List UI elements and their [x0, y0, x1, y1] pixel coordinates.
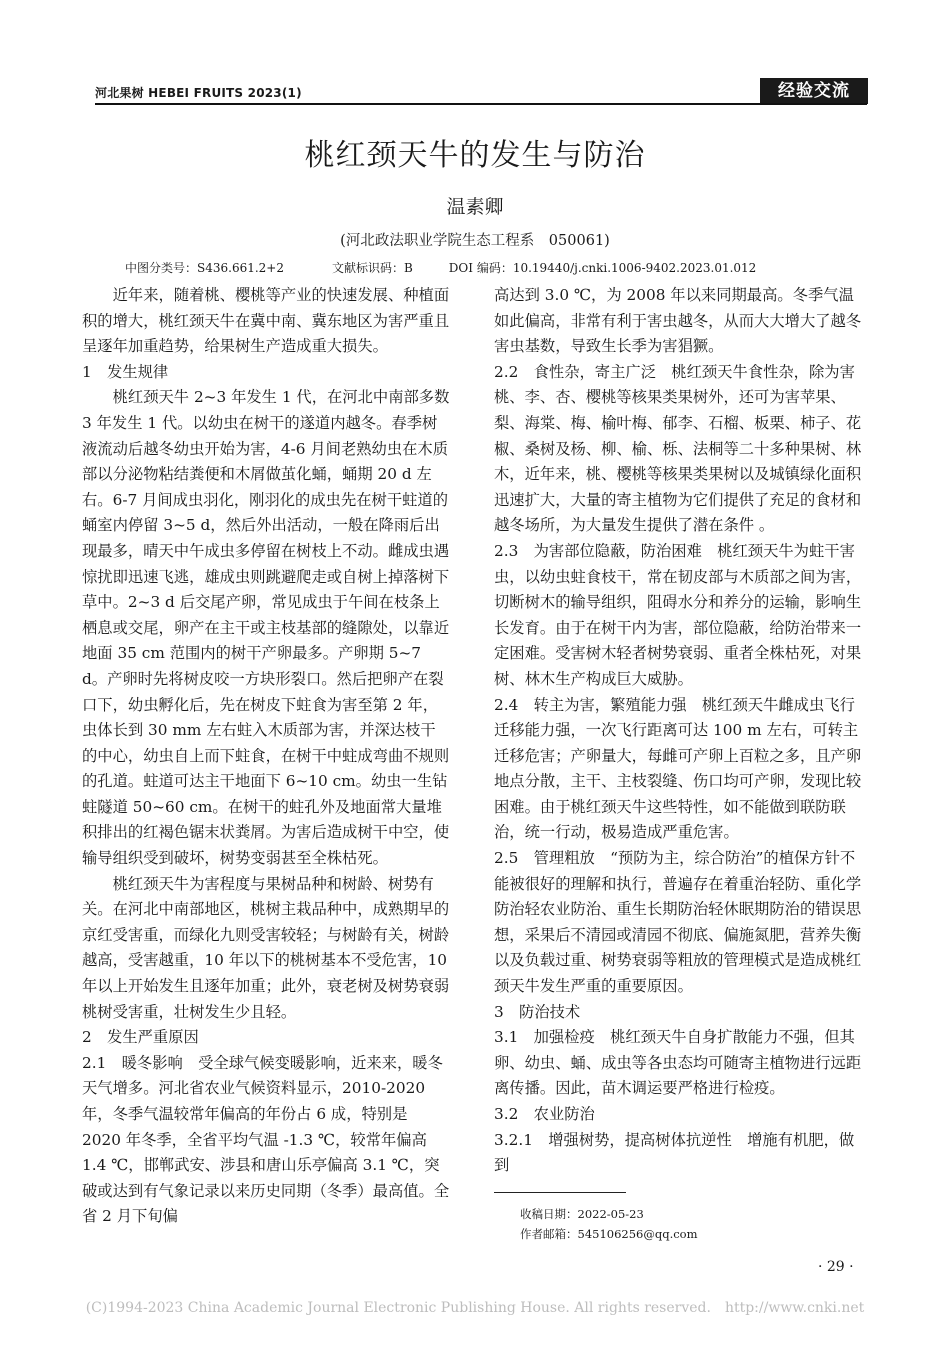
received-date: 收稿日期：2022-05-23 [520, 1207, 644, 1221]
footnote-rule [494, 1192, 626, 1193]
copyright-watermark: (C)1994-2023 China Academic Journal Electronic Publishing House. All rights reserved. http://www.cnki.net [85, 1300, 865, 1316]
section-heading: 2 发生严重原因 [82, 1028, 199, 1047]
author-affiliation: (河北政法职业学院生态工程系 050061) [340, 233, 610, 249]
paragraph: 2.1 暖冬影响 受全球气候变暖影响，近来来，暖冬天气增多。河北省农业气候资料显示，2010-2020 年，冬季气温较常年偏高的年份占 6 成，特别是 2020 年冬季，全省平均气温 -1.3 ℃，较常年偏高 1.4 ℃，邯郸武安、涉县和唐山乐亭偏高 3.1 ℃，突破或达到有气象记录以来历史同期（冬季）最高值。全省 2 月下旬偏 [82, 1053, 450, 1226]
paragraph: 2.3 为害部位隐蔽，防治困难 桃红颈天牛为蛀干害虫，以幼虫蛀食枝干，常在韧皮部与木质部之间为害，切断树木的输导组织，阻碍水分和养分的运输，影响生长发育。由于在树干内为害，部位隐蔽，给防治带来一定困难。受害树木轻者树势衰弱、重者全株枯死，对果树、林木生产构成巨大威胁。 [494, 541, 862, 688]
section-badge: 经验交流 [760, 78, 868, 104]
left-column [82, 283, 450, 1230]
paragraph: 3.1 加强检疫 桃红颈天牛自身扩散能力不强，但其卵、幼虫、蛹、成虫等各虫态均可随寄主植物进行远距离传播。因此，苗木调运要严格进行检疫。 [494, 1028, 862, 1098]
paragraph: 近年来，随着桃、樱桃等产业的快速发展、种植面积的增大，桃红颈天牛在冀中南、冀东地区为害严重且呈逐年加重趋势，给果树生产造成重大损失。 [82, 286, 450, 356]
section-heading: 3 防治技术 [494, 1002, 581, 1021]
paragraph: 桃红颈天牛 2~3 年发生 1 代，在河北中南部多数 3 年发生 1 代。以幼虫在树干的遂道内越冬。春季树液流动后越冬幼虫开始为害，4-6 月间老熟幼虫在木质部以分泌物粘结粪便和木屑做茧化蛹，蛹期 20 d 左右。6-7 月间成虫羽化，刚羽化的成虫先在树干蛀道的蛹室内停留 3~5 d，然后外出活动，一般在降雨后出现最多，晴天中午成虫多停留在树枝上不动。雌成虫遇惊扰即迅速飞逃，雄成虫则跳避爬走或自树上掉落树下草中。2~3 d 后交尾产卵，常见成虫于午间在枝条上栖息或交尾，卵产在主干或主枝基部的缝隙处，以靠近地面 35 cm 范围内的树干产卵最多。产卵期 5~7 d。产卵时先将树皮咬一方块形裂口。然后把卵产在裂口下，幼虫孵化后，先在树皮下蛀食为害至第 2 年，虫体长到 30 mm 左右蛀入木质部为害，并深达枝干的中心，幼虫自上而下蛀食，在树干中蛀成弯曲不规则的孔道。蛀道可达主干地面下 6~10 cm。幼虫一生钻蛀隧道 50~60 cm。在树干的蛀孔外及地面常大量堆积排出的红褐色锯末状粪屑。为害后造成树干中空，使输导组织受到破坏，树势变弱甚至全株枯死。 [82, 388, 450, 868]
author-email: 作者邮箱：545106256@qq.com [520, 1227, 698, 1241]
paragraph: 2.5 管理粗放 “预防为主，综合防治”的植保方针不能被很好的理解和执行，普遍存在着重治轻防、重化学防治轻农业防治、重生长期防治轻休眠期防治的错误思想，采果后不清园或清园不彻底、偏施氮肥，营养失衡以及负载过重、树势衰弱等粗放的管理模式是造成桃红颈天牛发生严重的重要原因。 [494, 849, 862, 996]
page-number: · 29 · [818, 1259, 854, 1275]
paragraph: 2.4 转主为害，繁殖能力强 桃红颈天牛雌成虫飞行迁移能力强，一次飞行距离可达 100 m 左右，可转主迁移危害；产卵量大，每雌可产卵上百粒之多，且产卵地点分散，主干、主枝裂缝、伤口均可产卵，发现比较困难。由于桃红颈天牛这些特性，如不能做到联防联治，统一行动，极易造成严重危害。 [494, 695, 862, 842]
paragraph: 2.2 食性杂，寄主广泛 桃红颈天牛食性杂，除为害桃、李、杏、樱桃等核果类果树外，还可为害苹果、梨、海棠、梅、榆叶梅、郁李、石榴、板栗、柿子、花椒、桑树及杨、柳、榆、栎、法桐等二十多种果树、林木，近年来，桃、樱桃等核果类果树以及城镇绿化面积迅速扩大，大量的寄主植物为它们提供了充足的食材和越冬场所，为大量发生提供了潜在条件 。 [494, 362, 862, 535]
article-author: 温素卿 [446, 196, 504, 218]
classification-line: 中图分类号：S436.661.2+2 文献标识码：B DOI 编码：10.19440/j.cnki.1006-9402.2023.01.012 [125, 261, 757, 275]
journal-header: 河北果树 HEBEI FRUITS 2023(1) [95, 86, 302, 100]
header-rule [95, 103, 867, 105]
section-heading: 1 发生规律 [82, 362, 169, 381]
article-title: 桃红颈天牛的发生与防治 [304, 138, 646, 173]
paragraph: 高达到 3.0 ℃，为 2008 年以来同期最高。冬季气温如此偏高，非常有利于害虫越冬，从而大大增大了越冬害虫基数，导致生长季为害猖獗。 [494, 286, 862, 356]
paragraph: 3.2.1 增强树势，提高树体抗逆性 增施有机肥，做到 [494, 1130, 855, 1175]
paragraph: 桃红颈天牛为害程度与果树品种和树龄、树势有关。在河北中南部地区，桃树主栽品种中，成熟期早的京红受害重，而绿化九则受害较轻；与树龄有关，树龄越高，受害越重，10 年以下的桃树基本不受危害，10 年以上开始发生且逐年加重；此外，衰老树及树势衰弱桃树受害重，壮树发生少且轻。 [82, 874, 450, 1021]
subsection-heading: 3.2 农业防治 [494, 1105, 595, 1123]
right-column [494, 283, 862, 1179]
